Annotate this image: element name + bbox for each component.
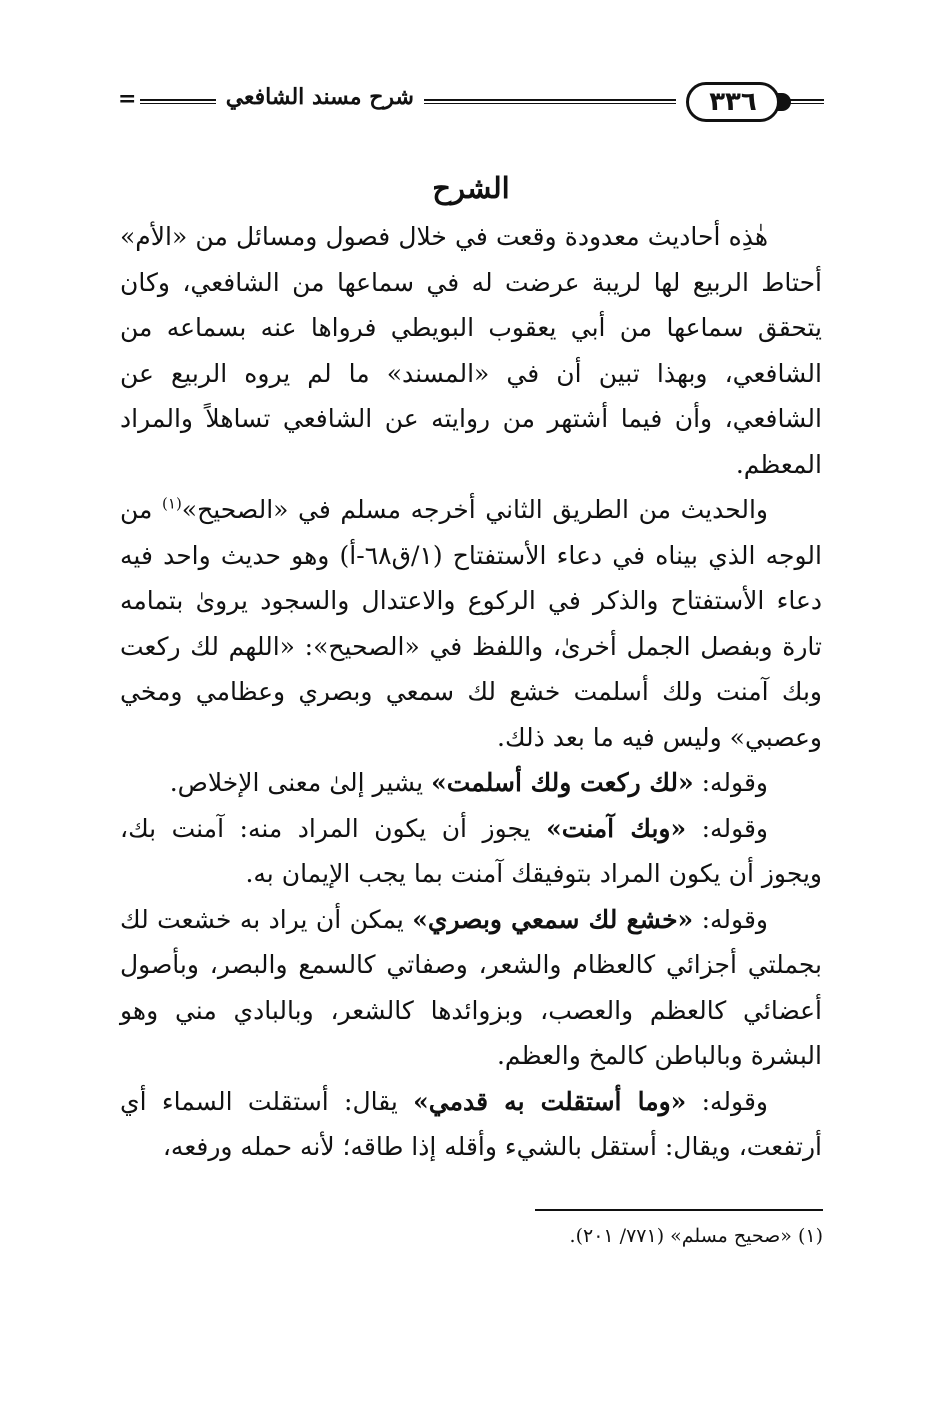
paragraph-5 bbox=[120, 897, 822, 1079]
footnote-separator bbox=[535, 1209, 823, 1211]
running-title: شرح مسند الشافعي bbox=[216, 84, 424, 110]
paragraph-text: وقوله: bbox=[693, 768, 768, 797]
paragraph-text: وقوله: bbox=[686, 1086, 768, 1116]
quoted-phrase: «خشع لك سمعي وبصري» bbox=[412, 904, 694, 934]
paragraph-text: والحديث من الطريق الثاني أخرجه مسلم في «الصحيح» bbox=[181, 495, 768, 524]
paragraph-text: يجوز أن يكون المراد منه: آمنت بك، ويجوز أن يكون المراد بتوفيقك آمنت بما يجب الإيمان به. bbox=[120, 813, 822, 888]
quoted-phrase: «وما أستقلت به قدمي» bbox=[413, 1086, 687, 1116]
quoted-phrase: «وبك آمنت» bbox=[546, 813, 687, 843]
footnote-reference[interactable]: (١) bbox=[162, 494, 182, 513]
paragraph-3 bbox=[120, 760, 822, 806]
paragraph-text: يقال: أستقلت السماء أي أرتفعت، ويقال: أستقل بالشيء وأقله إذا طاقه؛ لأنه حمله ورفعه، bbox=[120, 1086, 822, 1161]
main-text bbox=[120, 168, 822, 1170]
paragraph-2 bbox=[120, 487, 822, 760]
paragraph-text: يمكن أن يراد به خشعت لك بجملتي أجزائي كالعظام والشعر، وصفاتي كالسمع والبصر، وبأصول أعضائي كالعظم والعصب، وبزوائدها كالشعر، وبالبادي مني وهو البشرة وبالباطن كالمخ والعظم. bbox=[120, 904, 822, 1070]
paragraph-text: هٰذِه أحاديث معدودة وقعت في خلال فصول ومسائل من «الأم» أحتاط الربيع لها لريبة عرضت له في سماعها من الشافعي، وكان يتحقق سماعها من أبي يعقوب البويطي فرواها عنه بسماعه من الشافعي، وبهذا تبين أن في «المسند» ما لم يروه الربيع عن الشافعي، وأن فيما أشتهر من روايته عن الشافعي تساهلاً والمراد المعظم. bbox=[120, 222, 822, 479]
page-number: ٣٣٦ bbox=[709, 87, 757, 117]
paragraph-text: وقوله: bbox=[686, 813, 769, 843]
quoted-phrase: «لك ركعت ولك أسلمت» bbox=[431, 768, 694, 797]
running-header bbox=[118, 78, 824, 124]
page-number-badge bbox=[686, 82, 780, 122]
paragraph-text: من الوجه الذي بيناه في دعاء الأستفتاح (١/ق٦٨-أ) وهو حديث واحد فيه دعاء الأستفتاح والذكر في الركوع والاعتدال والسجود يروىٰ بتمامه تارة وبفصل الجمل أخرىٰ، واللفظ في «الصحيح»: «اللهم لك ركعت وبك آمنت ولك أسلمت خشع لك سمعي وبصري وعظامي ومخي وعصبي» وليس فيه ما بعد ذلك. bbox=[120, 495, 822, 752]
paragraph-1 bbox=[120, 214, 822, 487]
paragraph-4 bbox=[120, 806, 822, 897]
paragraph-text: وقوله: bbox=[693, 904, 768, 934]
paragraph-text: يشير إلىٰ معنى الإخلاص. bbox=[169, 768, 432, 797]
section-heading: الشرح bbox=[432, 171, 510, 205]
header-ornament: = bbox=[118, 86, 140, 112]
footnote: (١) «صحيح مسلم» (٧٧١/ ٢٠١). bbox=[569, 1225, 823, 1247]
paragraph-6 bbox=[120, 1079, 822, 1170]
